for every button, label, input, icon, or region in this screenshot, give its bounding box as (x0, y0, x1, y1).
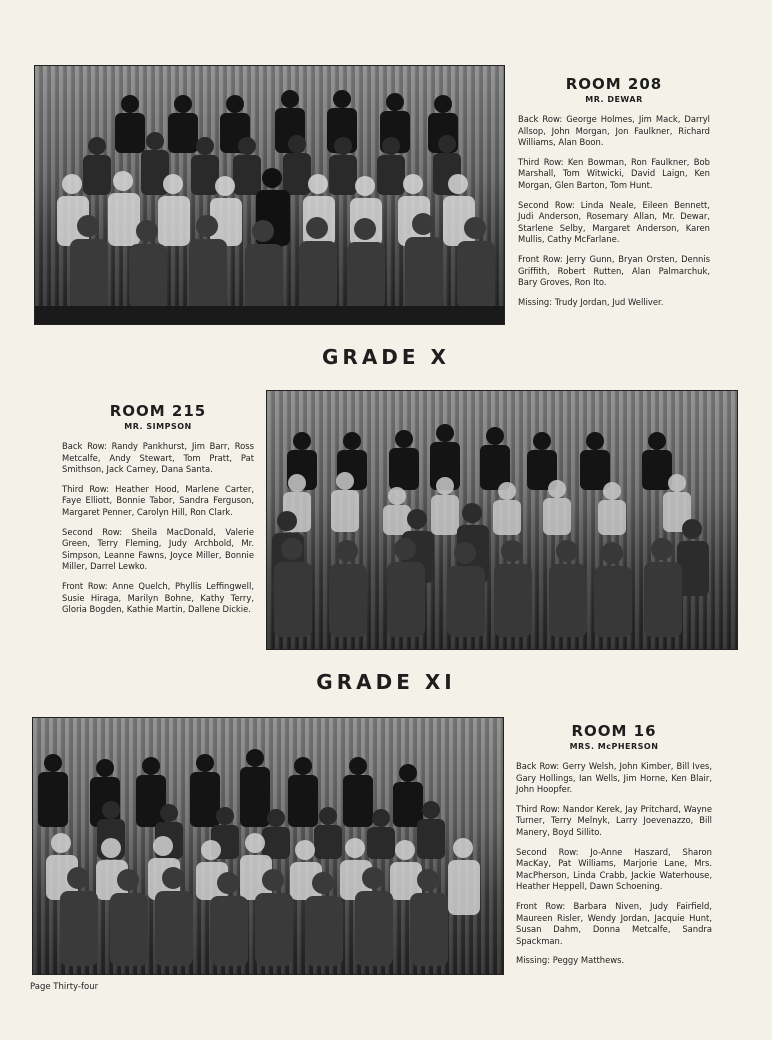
teacher-name: MR. DEWAR (585, 95, 643, 104)
page-number: Page Thirty-four (30, 982, 99, 992)
back-row-names: Back Row: Randy Pankhurst, Jim Barr, Ross Metcalfe, Andy Stewart, Tom Pratt, Pat Smithson, Jack Carney, Dana Santa. (62, 441, 254, 475)
room-title: ROOM 215 (109, 402, 207, 420)
teacher-name: MR. SIMPSON (124, 422, 192, 431)
grade-xi-heading: GRADE XI (316, 670, 456, 694)
third-row-names: Third Row: Heather Hood, Marlene Carter, Faye Elliott, Bonnie Tabor, Sandra Ferguson, Margaret Penner, Carolyn Hill, Ron Clark. (62, 483, 254, 517)
room-title: ROOM 16 (571, 722, 657, 740)
second-row-names: Second Row: Jo-Anne Haszard, Sharon MacKay, Pat Williams, Marjorie Lane, Mrs. MacPherson, Linda Crabb, Jackie Waterhouse, Heather Heppell, Dawn Schoening. (516, 846, 712, 892)
back-row-names: Back Row: Gerry Welsh, John Kimber, Bill Ives, Gary Hollings, Ian Wells, Jim Horne, Ken Blair, John Hoopfer. (516, 761, 712, 795)
third-row-names: Third Row: Nandor Kerek, Jay Pritchard, Wayne Turner, Terry Melnyk, Larry Joevenazzo, Bill Manery, Boyd Sillito. (516, 803, 712, 837)
front-row-names: Front Row: Jerry Gunn, Bryan Orsten, Dennis Griffith, Robert Rutten, Alan Palmarchuk, Bary Groves, Ron Ito. (518, 253, 710, 288)
front-row-names: Front Row: Barbara Niven, Judy Fairfield, Maureen Risler, Wendy Jordan, Jacquie Hunt, Susan Dahm, Donna Metcalfe, Sandra Spackman. (516, 900, 712, 946)
missing-names: Missing: Peggy Matthews. (516, 955, 625, 966)
third-row-names: Third Row: Ken Bowman, Ron Faulkner, Bob Marshall, Tom Witwicki, David Laign, Ken Morgan, Glen Barton, Tom Hunt. (518, 156, 710, 190)
class-photo-room-208 (34, 65, 505, 325)
front-row-names: Front Row: Anne Quelch, Phyllis Leffingwell, Susie Hiraga, Marilyn Bohne, Kathy Terry, Gloria Bogden, Kathie Martin, Dallene Dickie. (62, 580, 254, 615)
photo-figures (35, 66, 504, 324)
class-photo-room-215 (266, 390, 738, 650)
room-title: ROOM 208 (565, 75, 663, 93)
back-row-names: Back Row: George Holmes, Jim Mack, Darryl Allsop, John Morgan, Jon Faulkner, Richard Williams, Alan Boon. (518, 114, 710, 148)
photo-figures (33, 718, 503, 974)
grade-x-heading: GRADE X (322, 345, 450, 369)
teacher-name: MRS. McPHERSON (569, 742, 659, 751)
second-row-names: Second Row: Linda Neale, Eileen Bennett, Judi Anderson, Rosemary Allan, Mr. Dewar, Starlene Selby, Margaret Anderson, Karen Mullis, Cathy McFarlane. (518, 199, 710, 245)
caption-room-215 (62, 402, 254, 624)
second-row-names: Second Row: Sheila MacDonald, Valerie Green, Terry Fleming, Judy Archbold, Mr. Simpson, Leanne Fawns, Joyce Miller, Bonnie Miller, Darrel Lewko. (62, 526, 254, 572)
caption-room-16 (516, 722, 712, 975)
class-photo-room-16 (32, 717, 504, 975)
photo-figures (267, 391, 737, 649)
missing-names: Missing: Trudy Jordan, Jud Welliver. (518, 296, 664, 307)
caption-room-208 (518, 75, 710, 316)
